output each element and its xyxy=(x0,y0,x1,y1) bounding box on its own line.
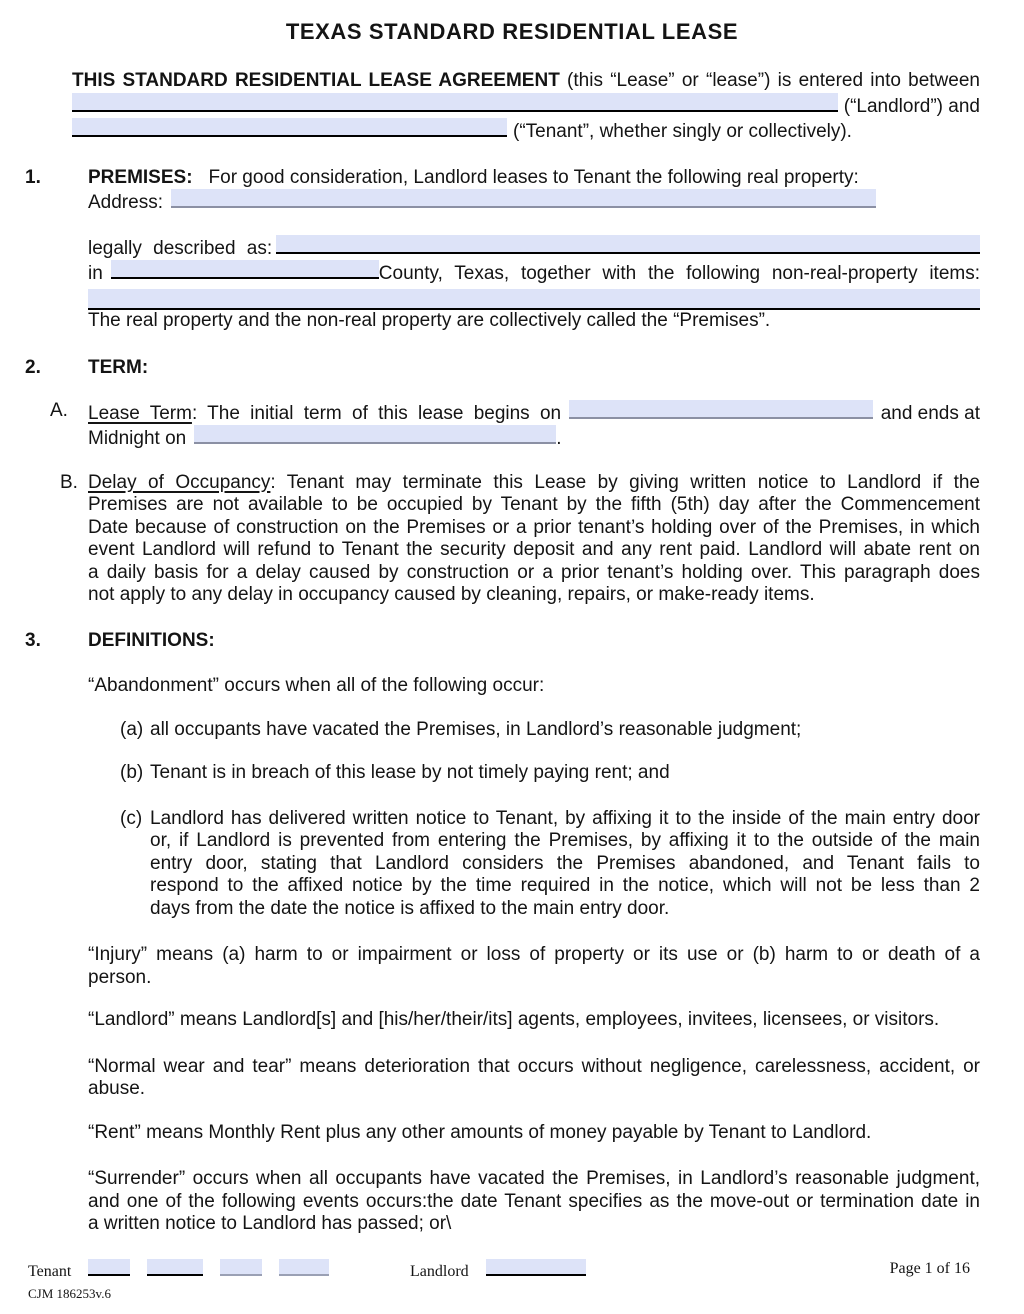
tenant-initials-field-4[interactable] xyxy=(279,1259,329,1276)
item-a-marker: (a) xyxy=(120,718,144,740)
county-text: County, Texas, together with the following non-real-property items: xyxy=(378,263,980,284)
delay-of-occupancy-clause xyxy=(60,471,980,607)
premises-heading-line xyxy=(88,167,980,190)
item-c-line-1-text: Landlord has delivered written notice to Tenant, by affixing it to the inside of the main entry door xyxy=(150,807,980,829)
injury-line-1: “Injury” means (a) harm to or impairment or loss of property or its use or (b) harm to or death of a xyxy=(88,944,980,965)
definition-rent: “Rent” means Monthly Rent plus any other amounts of money payable by Tenant to Landlord. xyxy=(88,1121,872,1143)
definition-abandonment-intro: “Abandonment” occurs when all of the following occur: xyxy=(88,675,545,696)
abandonment-items xyxy=(120,719,980,921)
injury-line-2: person. xyxy=(88,966,152,988)
and-ends-at-text: and ends at xyxy=(880,402,980,424)
premises-closing-text: The real property and the non-real property are collectively called the “Premises”. xyxy=(88,309,771,331)
item-b-marker: (b) xyxy=(120,762,144,783)
premises-lead-text: For good consideration, Landlord leases to Tenant the following real property: xyxy=(208,166,859,188)
landlord-initials-field[interactable] xyxy=(486,1259,586,1276)
tenant-name-field[interactable] xyxy=(72,118,507,137)
tenant-initials-field-2[interactable] xyxy=(147,1259,203,1276)
delay-line-6: not apply to any delay in occupancy caused by cleaning, repairs, or make-ready items. xyxy=(88,584,815,605)
intro-bold-text: THIS STANDARD RESIDENTIAL LEASE AGREEMENT xyxy=(72,70,560,91)
page-number: Page 1 of 16 xyxy=(889,1260,970,1277)
clause-a-letter: A. xyxy=(50,399,68,421)
definition-injury xyxy=(88,944,980,989)
item-a-text: all occupants have vacated the Premises, in Landlord’s reasonable judgment; xyxy=(150,718,802,740)
premises-number: 1. xyxy=(25,166,41,188)
landlord-suffix-text: (“Landlord”) and xyxy=(843,95,980,117)
item-c-line-5: days from the date the notice is affixed to the main entry door. xyxy=(150,897,670,919)
delay-line-3: Date because of construction on the Premises or a prior tenant’s holding over of the Premises, in which xyxy=(88,516,980,538)
section-premises xyxy=(25,166,980,333)
lease-term-line-1 xyxy=(88,400,980,426)
term-heading: TERM: xyxy=(88,357,149,378)
wear-line-2: abuse. xyxy=(88,1078,146,1099)
property-address-field[interactable] xyxy=(171,189,876,208)
term-heading-line xyxy=(88,357,980,380)
lease-term-label: Lease Term xyxy=(88,402,192,424)
abandonment-item-a xyxy=(120,719,980,742)
delay-line-1-rest: : Tenant may terminate this Lease by giving written notice to Landlord if the xyxy=(270,471,980,493)
tenant-initials-field-1[interactable] xyxy=(88,1259,130,1276)
period-text: . xyxy=(556,428,562,449)
definition-normal-wear xyxy=(88,1056,980,1101)
delay-line-4: event Landlord will refund to Tenant the security deposit and any rent paid. Landlord will abate rent on xyxy=(88,539,980,560)
definitions-heading: DEFINITIONS: xyxy=(88,629,215,651)
footer-landlord-label: Landlord xyxy=(410,1263,469,1280)
county-line xyxy=(88,260,980,286)
landlord-name-field[interactable] xyxy=(72,93,838,112)
tenant-initials-field-3[interactable] xyxy=(220,1259,262,1276)
abandonment-item-c xyxy=(120,808,980,921)
delay-of-occupancy-label: Delay of Occupancy xyxy=(88,471,271,493)
page-footer xyxy=(28,1259,980,1309)
definition-surrender xyxy=(88,1168,980,1236)
tenant-suffix-text: (“Tenant”, whether singly or collectively). xyxy=(513,121,852,142)
lease-term-rest: : The initial term of this lease begins on xyxy=(191,402,562,424)
delay-line-1 xyxy=(88,472,980,495)
item-c-line-1 xyxy=(120,808,980,831)
clause-b-letter: B. xyxy=(60,471,78,493)
non-real-property-items-field[interactable] xyxy=(88,289,980,310)
section-definitions xyxy=(25,629,980,1236)
term-number: 2. xyxy=(25,357,41,378)
intro-line-2 xyxy=(72,93,980,119)
lease-term-text xyxy=(88,403,561,426)
surrender-line-3: a written notice to Landlord has passed; or\ xyxy=(88,1213,452,1234)
surrender-line-2: and one of the following events occurs:the date Tenant specifies as the move-out or termination date in xyxy=(88,1190,980,1212)
section-term xyxy=(25,357,980,607)
lease-term-line-2 xyxy=(88,425,980,451)
intro-line-3 xyxy=(72,118,980,144)
premises-heading: PREMISES: xyxy=(88,166,193,188)
delay-line-5: a daily basis for a delay caused by construction or a prior tenant’s holding over. This paragraph does xyxy=(88,561,980,583)
item-c-line-2: or, if Landlord is prevented from entering the Premises, by affixing it to the outside of the main xyxy=(150,830,980,851)
abandonment-item-b xyxy=(120,762,980,785)
lease-term-clause xyxy=(50,399,980,451)
in-label: in xyxy=(88,263,103,284)
definitions-number: 3. xyxy=(25,629,41,651)
legal-description-label: legally described as: xyxy=(88,237,273,259)
legal-description-field[interactable] xyxy=(276,235,980,254)
surrender-line-1: “Surrender” occurs when all occupants have vacated the Premises, in Landlord’s reasonable judgment, xyxy=(88,1168,980,1189)
definitions-heading-line xyxy=(88,630,980,653)
item-c-marker: (c) xyxy=(120,807,143,829)
item-c-line-4: respond to the affixed notice by the time required in the notice, which will not be less than 2 xyxy=(150,875,980,896)
item-b-text: Tenant is in breach of this lease by not timely paying rent; and xyxy=(150,762,670,783)
definition-landlord: “Landlord” means Landlord[s] and [his/her/their/its] agents, employees, invitees, licensees, or visitors. xyxy=(88,1009,940,1030)
legal-description-line xyxy=(88,235,980,261)
intro-regular-text: (this “Lease” or “lease”) is entered into between xyxy=(559,70,980,91)
page-title: TEXAS STANDARD RESIDENTIAL LEASE xyxy=(285,19,739,44)
footer-landlord-group xyxy=(410,1259,586,1281)
lease-start-date-field[interactable] xyxy=(569,400,873,419)
delay-line-2: Premises are not available to be occupied by Tenant by the fifth (5th) day after the Commencement xyxy=(88,494,980,515)
address-line xyxy=(88,189,980,215)
footer-tenant-label: Tenant xyxy=(28,1263,72,1280)
document-reference: CJM 186253v.6 xyxy=(28,1286,111,1301)
lease-end-date-field[interactable] xyxy=(194,425,556,444)
midnight-on-text: Midnight on xyxy=(88,428,187,449)
wear-line-1: “Normal wear and tear” means deterioration that occurs without negligence, carelessness, accident, or xyxy=(88,1055,980,1077)
footer-tenant-group xyxy=(28,1259,329,1303)
address-label: Address: xyxy=(88,192,163,213)
intro-line-1 xyxy=(72,70,980,93)
intro-paragraph xyxy=(72,70,980,144)
item-c-line-3: entry door, stating that Landlord considers the Premises abandoned, and Tenant fails to xyxy=(150,852,980,874)
county-field[interactable] xyxy=(111,260,379,279)
